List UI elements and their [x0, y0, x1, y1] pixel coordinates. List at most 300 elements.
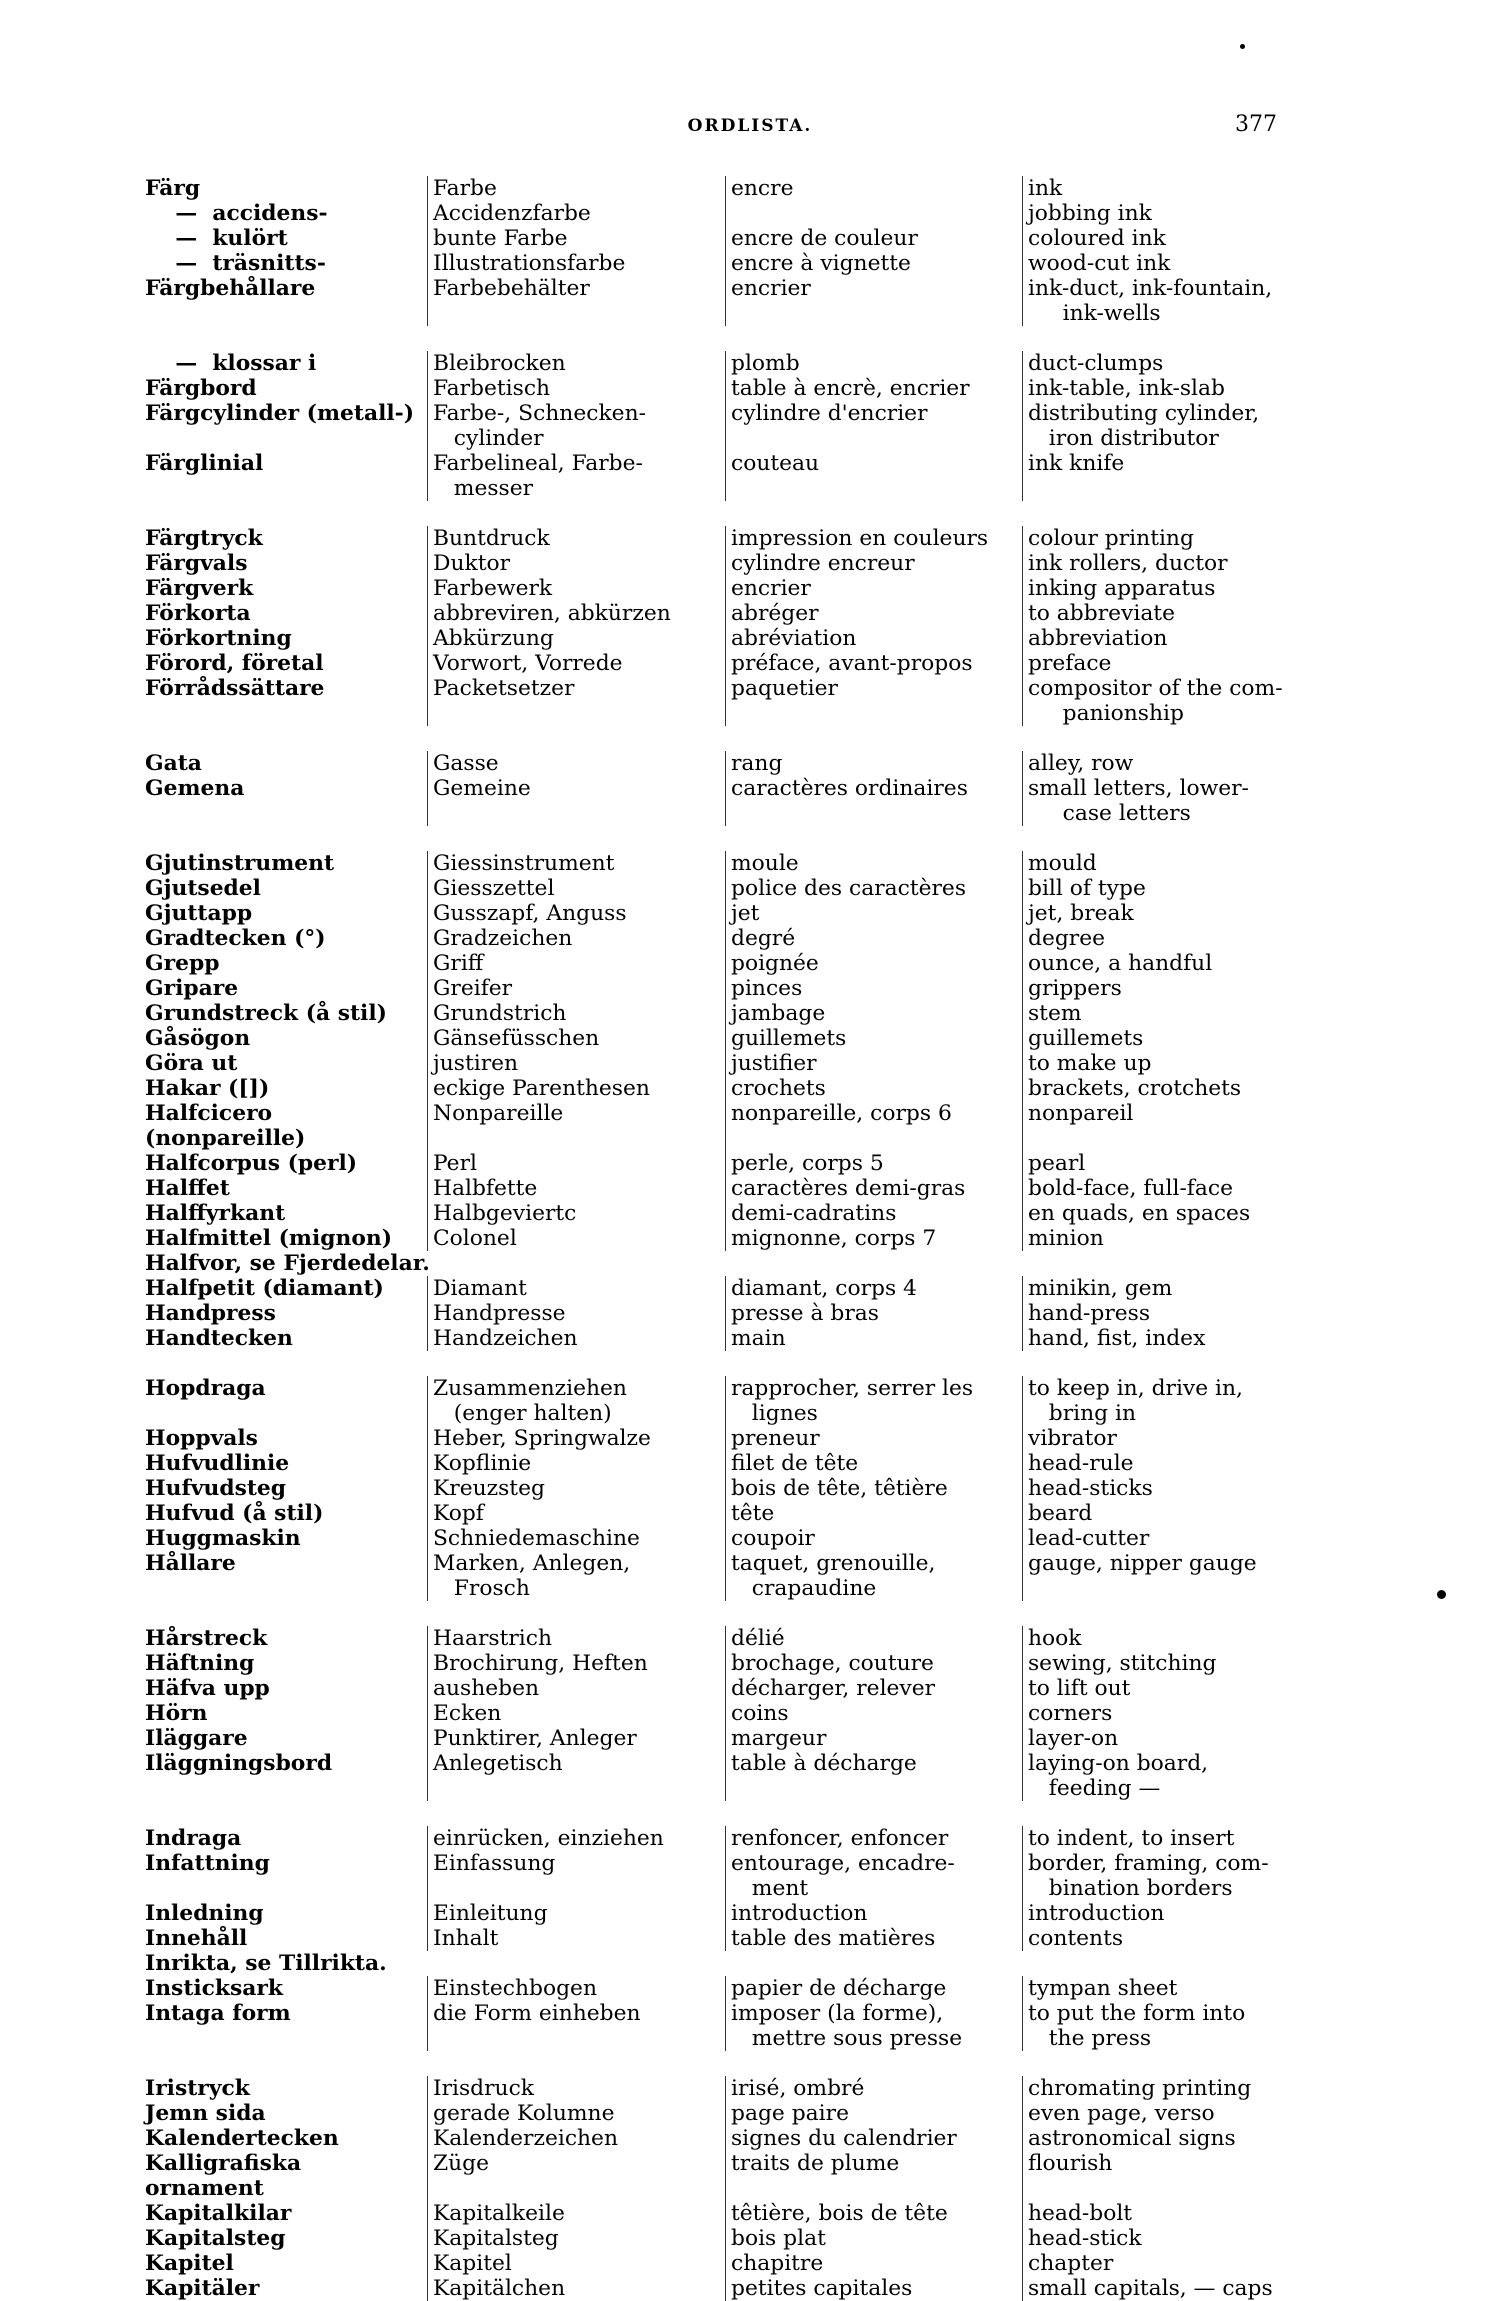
english-term: guillemets — [1022, 1026, 1318, 1051]
english-term: to lift out — [1022, 1676, 1318, 1701]
swedish-term: Gåsögon — [145, 1026, 251, 1051]
german-term: Halbfette — [427, 1176, 725, 1201]
swedish-term: Färg — [145, 176, 201, 201]
german-term: Ecken — [427, 1701, 725, 1726]
french-term: jet — [725, 901, 1022, 926]
english-term: hand-press — [1022, 1301, 1318, 1326]
swedish-term: Kalligrafiska ornament — [145, 2151, 309, 2201]
french-term: moule — [725, 851, 1022, 876]
german-term: Kreuzsteg — [427, 1476, 725, 1501]
french-term: plomb — [725, 351, 1022, 376]
german-term: Greifer — [427, 976, 725, 1001]
swedish-term: Hopdraga — [145, 1376, 266, 1401]
french-term: abréviation — [725, 626, 1022, 651]
swedish-term: Hållare — [145, 1551, 236, 1576]
french-term: filet de tête — [725, 1451, 1022, 1476]
german-term: Illustrationsfarbe — [427, 251, 725, 276]
french-term: impression en couleurs — [725, 526, 1022, 551]
french-term: signes du calendrier — [725, 2126, 1022, 2151]
english-term: head-stick — [1022, 2226, 1318, 2251]
glossary-row — [145, 1676, 1325, 1701]
german-term: Marken, Anlegen, Frosch — [427, 1551, 725, 1601]
french-term: perle, corps 5 — [725, 1151, 1022, 1176]
french-term: bois de tête, têtière — [725, 1476, 1022, 1501]
german-term: Farbetisch — [427, 376, 725, 401]
german-term: Punktirer, Anleger — [427, 1726, 725, 1751]
german-term: Kapitälchen — [427, 2276, 725, 2301]
english-term: ink rollers, ductor — [1022, 551, 1318, 576]
glossary-row — [145, 1376, 1325, 1426]
english-term: en quads, en spaces — [1022, 1201, 1318, 1226]
swedish-term: Halfcicero (nonpareille) — [145, 1101, 306, 1151]
glossary-row — [145, 2276, 1325, 2301]
german-term: abbreviren, abkürzen — [427, 601, 725, 626]
glossary-row — [145, 1301, 1325, 1326]
english-term: abbreviation — [1022, 626, 1318, 651]
glossary-row — [145, 1826, 1325, 1851]
english-term: stem — [1022, 1001, 1318, 1026]
glossary-row — [145, 926, 1325, 951]
swedish-term: Kalendertecken — [145, 2126, 339, 2151]
glossary-row — [145, 2226, 1325, 2251]
german-term: gerade Kolumne — [427, 2101, 725, 2126]
french-term: traits de plume — [725, 2151, 1022, 2201]
english-term: to abbreviate — [1022, 601, 1318, 626]
german-term: Farbebehälter — [427, 276, 725, 326]
glossary-row — [145, 676, 1325, 726]
glossary-row — [145, 251, 1325, 276]
swedish-term: Kapitel — [145, 2251, 234, 2276]
swedish-term: Iläggningsbord — [145, 1751, 333, 1776]
swedish-term: Gjutinstrument — [145, 851, 335, 876]
glossary-row — [145, 1926, 1325, 1951]
swedish-term: Infattning — [145, 1851, 270, 1876]
cross-reference: Halfvor, se Fjerdedelar. — [145, 1251, 430, 1276]
french-term: abréger — [725, 601, 1022, 626]
german-term: Brochirung, Heften — [427, 1651, 725, 1676]
english-term: ink-duct, ink-fountain, ink-wells — [1022, 276, 1318, 326]
swedish-term: Hufvudsteg — [145, 1476, 287, 1501]
german-term: Griff — [427, 951, 725, 976]
glossary-row — [145, 1426, 1325, 1451]
german-term: Perl — [427, 1151, 725, 1176]
german-term: Anlegetisch — [427, 1751, 725, 1801]
swedish-term: Gemena — [145, 776, 245, 801]
german-term: Farbelineal, Farbe- messer — [427, 451, 725, 501]
german-term: Halbgeviertc — [427, 1201, 725, 1226]
glossary-row — [145, 2201, 1325, 2226]
english-term: contents — [1022, 1926, 1318, 1951]
french-term: presse à bras — [725, 1301, 1022, 1326]
swedish-term: — accidens- — [145, 201, 328, 226]
german-term: Schniedemaschine — [427, 1526, 725, 1551]
swedish-term: Hufvudlinie — [145, 1451, 290, 1476]
glossary-row — [145, 1176, 1325, 1201]
french-term: police des caractères — [725, 876, 1022, 901]
english-term: degree — [1022, 926, 1318, 951]
swedish-term: Gjuttapp — [145, 901, 253, 926]
glossary-row — [145, 976, 1325, 1001]
swedish-term: Indraga — [145, 1826, 242, 1851]
german-term: Accidenzfarbe — [427, 201, 725, 226]
french-term: imposer (la forme), mettre sous presse — [725, 2001, 1022, 2051]
english-term: ounce, a handful — [1022, 951, 1318, 976]
swedish-term: Gripare — [145, 976, 239, 1001]
glossary-row — [145, 1276, 1325, 1301]
swedish-term: Färgverk — [145, 576, 254, 601]
swedish-term: Halfpetit (diamant) — [145, 1276, 384, 1301]
english-term: flourish — [1022, 2151, 1318, 2201]
english-term: duct-clumps — [1022, 351, 1318, 376]
glossary-row — [145, 1151, 1325, 1176]
french-term: cylindre d'encrier — [725, 401, 1022, 451]
swedish-term: Gjutsedel — [145, 876, 261, 901]
swedish-term: Insticksark — [145, 1976, 284, 2001]
glossary-row — [145, 776, 1325, 826]
english-term: ink — [1022, 176, 1318, 201]
german-term: Gusszapf, Anguss — [427, 901, 725, 926]
english-term: wood-cut ink — [1022, 251, 1318, 276]
french-term: taquet, grenouille, crapaudine — [725, 1551, 1022, 1601]
german-term: justiren — [427, 1051, 725, 1076]
english-term: ink-table, ink-slab — [1022, 376, 1318, 401]
german-term: Duktor — [427, 551, 725, 576]
english-term: even page, verso — [1022, 2101, 1318, 2126]
glossary-row — [145, 1751, 1325, 1801]
german-term: Grundstrich — [427, 1001, 725, 1026]
german-term: eckige Parenthesen — [427, 1076, 725, 1101]
english-term: chapter — [1022, 2251, 1318, 2276]
french-term: main — [725, 1326, 1022, 1351]
english-term: grippers — [1022, 976, 1318, 1001]
english-term: ink knife — [1022, 451, 1318, 501]
cross-reference: Inrikta, se Tillrikta. — [145, 1951, 387, 1976]
french-term: poignée — [725, 951, 1022, 976]
swedish-term: Huggmaskin — [145, 1526, 301, 1551]
english-term: minikin, gem — [1022, 1276, 1318, 1301]
french-term: encre à vignette — [725, 251, 1022, 276]
glossary-row — [145, 1701, 1325, 1726]
english-term: introduction — [1022, 1901, 1318, 1926]
glossary-row — [145, 1251, 1325, 1276]
german-term: Einstechbogen — [427, 1976, 725, 2001]
french-term: cylindre encreur — [725, 551, 1022, 576]
french-term: caractères ordinaires — [725, 776, 1022, 826]
english-term: sewing, stitching — [1022, 1651, 1318, 1676]
english-term: head-sticks — [1022, 1476, 1318, 1501]
swedish-term: Halffet — [145, 1176, 230, 1201]
french-term: coupoir — [725, 1526, 1022, 1551]
german-term: Farbe — [427, 176, 725, 201]
glossary-row — [145, 1551, 1325, 1601]
glossary-row — [145, 1201, 1325, 1226]
swedish-term: Häftning — [145, 1651, 255, 1676]
swedish-term: Kapitalkilar — [145, 2201, 292, 2226]
english-term: to keep in, drive in, bring in — [1022, 1376, 1318, 1426]
english-term: head-bolt — [1022, 2201, 1318, 2226]
french-term: renfoncer, enfoncer — [725, 1826, 1022, 1851]
english-term: compositor of the com- panionship — [1022, 676, 1318, 726]
english-term: hand, fist, index — [1022, 1326, 1318, 1351]
glossary-row — [145, 176, 1325, 201]
glossary-row — [145, 1326, 1325, 1351]
english-term: astronomical signs — [1022, 2126, 1318, 2151]
french-term: entourage, encadre- ment — [725, 1851, 1022, 1901]
swedish-term: Färglinial — [145, 451, 264, 476]
english-term: border, framing, com- bination borders — [1022, 1851, 1318, 1901]
german-term: Gänsefüsschen — [427, 1026, 725, 1051]
english-term: lead-cutter — [1022, 1526, 1318, 1551]
german-term: Zusammenziehen (enger halten) — [427, 1376, 725, 1426]
glossary-row — [145, 2126, 1325, 2151]
french-term: guillemets — [725, 1026, 1022, 1051]
glossary-row — [145, 401, 1325, 451]
glossary-row — [145, 576, 1325, 601]
english-term: vibrator — [1022, 1426, 1318, 1451]
english-term: coloured ink — [1022, 226, 1318, 251]
french-term: coins — [725, 1701, 1022, 1726]
french-term: décharger, relever — [725, 1676, 1022, 1701]
swedish-term: Inledning — [145, 1901, 264, 1926]
swedish-term: Förord, företal — [145, 651, 324, 676]
german-term: Bleibrocken — [427, 351, 725, 376]
german-term: Gasse — [427, 751, 725, 776]
german-term: die Form einheben — [427, 2001, 725, 2051]
german-term: Kapitalkeile — [427, 2201, 725, 2226]
english-term: preface — [1022, 651, 1318, 676]
glossary-row — [145, 901, 1325, 926]
german-term: Giesszettel — [427, 876, 725, 901]
glossary-row — [145, 351, 1325, 376]
english-term: inking apparatus — [1022, 576, 1318, 601]
german-term: Irisdruck — [427, 2076, 725, 2101]
german-term: Abkürzung — [427, 626, 725, 651]
french-term: table à décharge — [725, 1751, 1022, 1801]
french-term: papier de décharge — [725, 1976, 1022, 2001]
glossary-row — [145, 451, 1325, 501]
page-title: ORDLISTA. — [687, 116, 813, 136]
german-term: Gradzeichen — [427, 926, 725, 951]
french-term: preneur — [725, 1426, 1022, 1451]
german-term: Handpresse — [427, 1301, 725, 1326]
french-term: justifier — [725, 1051, 1022, 1076]
swedish-term: Förrådssättare — [145, 676, 325, 701]
german-term: Einfassung — [427, 1851, 725, 1901]
glossary-row — [145, 2076, 1325, 2101]
swedish-term: Iläggare — [145, 1726, 248, 1751]
english-term: hook — [1022, 1626, 1318, 1651]
glossary-row — [145, 1526, 1325, 1551]
french-term: préface, avant-propos — [725, 651, 1022, 676]
swedish-term: Förkortning — [145, 626, 292, 651]
glossary-table — [145, 176, 1325, 2301]
german-term: ausheben — [427, 1676, 725, 1701]
english-term: brackets, crotchets — [1022, 1076, 1318, 1101]
english-term: to make up — [1022, 1051, 1318, 1076]
german-term: Einleitung — [427, 1901, 725, 1926]
glossary-row — [145, 1501, 1325, 1526]
english-term: laying-on board, feeding — — [1022, 1751, 1318, 1801]
english-term: layer-on — [1022, 1726, 1318, 1751]
swedish-term: Färgbord — [145, 376, 257, 401]
english-term: gauge, nipper gauge — [1022, 1551, 1318, 1601]
french-term: introduction — [725, 1901, 1022, 1926]
glossary-row — [145, 1976, 1325, 2001]
swedish-term: Iristryck — [145, 2076, 250, 2101]
swedish-term: Handpress — [145, 1301, 276, 1326]
stray-mark — [1240, 44, 1245, 49]
german-term: Züge — [427, 2151, 725, 2201]
glossary-row — [145, 1226, 1325, 1251]
german-term: Buntdruck — [427, 526, 725, 551]
german-term: Gemeine — [427, 776, 725, 826]
glossary-row — [145, 276, 1325, 326]
german-term: Haarstrich — [427, 1626, 725, 1651]
page-number: 377 — [1235, 112, 1277, 137]
english-term: mould — [1022, 851, 1318, 876]
german-term: Kapitalsteg — [427, 2226, 725, 2251]
english-term: bold-face, full-face — [1022, 1176, 1318, 1201]
swedish-term: Färgcylinder (metall-) — [145, 401, 415, 426]
swedish-term: Förkorta — [145, 601, 251, 626]
french-term: paquetier — [725, 676, 1022, 726]
swedish-term: Färgbehållare — [145, 276, 316, 301]
swedish-term: Färgtryck — [145, 526, 263, 551]
german-term: Nonpareille — [427, 1101, 725, 1151]
swedish-term: Färgvals — [145, 551, 248, 576]
french-term: têtière, bois de tête — [725, 2201, 1022, 2226]
glossary-row — [145, 1651, 1325, 1676]
german-term: Inhalt — [427, 1926, 725, 1951]
swedish-term: Grundstreck (å stil) — [145, 1001, 387, 1026]
german-term: Kopf — [427, 1501, 725, 1526]
swedish-term: Häfva upp — [145, 1676, 270, 1701]
english-term: to put the form into the press — [1022, 2001, 1318, 2051]
glossary-row — [145, 1101, 1325, 1151]
german-term: bunte Farbe — [427, 226, 725, 251]
glossary-row — [145, 551, 1325, 576]
german-term: Diamant — [427, 1276, 725, 1301]
glossary-row — [145, 1026, 1325, 1051]
glossary-row — [145, 1901, 1325, 1926]
french-term: couteau — [725, 451, 1022, 501]
english-term: jobbing ink — [1022, 201, 1318, 226]
swedish-term: Handtecken — [145, 1326, 293, 1351]
french-term: page paire — [725, 2101, 1022, 2126]
glossary-row — [145, 851, 1325, 876]
german-term: Heber, Springwalze — [427, 1426, 725, 1451]
french-term: brochage, couture — [725, 1651, 1022, 1676]
stray-mark — [1437, 1590, 1446, 1599]
glossary-row — [145, 201, 1325, 226]
glossary-row — [145, 1951, 1325, 1976]
french-term: table des matières — [725, 1926, 1022, 1951]
english-term: beard — [1022, 1501, 1318, 1526]
swedish-term: Intaga form — [145, 2001, 291, 2026]
english-term: corners — [1022, 1701, 1318, 1726]
glossary-row — [145, 1851, 1325, 1901]
glossary-row — [145, 651, 1325, 676]
swedish-term: — kulört — [145, 226, 288, 251]
english-term: bill of type — [1022, 876, 1318, 901]
english-term: small letters, lower- case letters — [1022, 776, 1318, 826]
german-term: einrücken, einziehen — [427, 1826, 725, 1851]
german-term: Kapitel — [427, 2251, 725, 2276]
swedish-term: Göra ut — [145, 1051, 238, 1076]
glossary-row — [145, 1451, 1325, 1476]
french-term: tête — [725, 1501, 1022, 1526]
english-term: pearl — [1022, 1151, 1318, 1176]
english-term: head-rule — [1022, 1451, 1318, 1476]
swedish-term: — klossar i — [145, 351, 317, 376]
french-term: pinces — [725, 976, 1022, 1001]
french-term: demi-cadratins — [725, 1201, 1022, 1226]
english-term: alley, row — [1022, 751, 1318, 776]
swedish-term: Halffyrkant — [145, 1201, 286, 1226]
glossary-row — [145, 751, 1325, 776]
swedish-term: Kapitäler — [145, 2276, 260, 2301]
french-term: chapitre — [725, 2251, 1022, 2276]
french-term: délié — [725, 1626, 1022, 1651]
english-term: small capitals, — caps — [1022, 2276, 1318, 2301]
french-term: irisé, ombré — [725, 2076, 1022, 2101]
glossary-row — [145, 951, 1325, 976]
english-term: minion — [1022, 1226, 1318, 1251]
swedish-term: Hoppvals — [145, 1426, 258, 1451]
glossary-row — [145, 2101, 1325, 2126]
french-term: jambage — [725, 1001, 1022, 1026]
german-term: Packetsetzer — [427, 676, 725, 726]
french-term: rang — [725, 751, 1022, 776]
french-term: mignonne, corps 7 — [725, 1226, 1022, 1251]
french-term: degré — [725, 926, 1022, 951]
french-term: encrier — [725, 276, 1022, 326]
glossary-row — [145, 2251, 1325, 2276]
english-term: to indent, to insert — [1022, 1826, 1318, 1851]
english-term: distributing cylinder, iron distributor — [1022, 401, 1318, 451]
english-term: jet, break — [1022, 901, 1318, 926]
swedish-term: Grepp — [145, 951, 220, 976]
swedish-term: Jemn sida — [145, 2101, 266, 2126]
english-term: colour printing — [1022, 526, 1318, 551]
german-term: Vorwort, Vorrede — [427, 651, 725, 676]
glossary-row — [145, 1051, 1325, 1076]
swedish-term: Hörn — [145, 1701, 208, 1726]
glossary-row — [145, 1076, 1325, 1101]
german-term: Kalenderzeichen — [427, 2126, 725, 2151]
german-term: Handzeichen — [427, 1326, 725, 1351]
french-term: caractères demi-gras — [725, 1176, 1022, 1201]
french-term: margeur — [725, 1726, 1022, 1751]
glossary-row — [145, 226, 1325, 251]
glossary-row — [145, 1001, 1325, 1026]
swedish-term: Halfmittel (mignon) — [145, 1226, 393, 1251]
swedish-term: Hufvud (å stil) — [145, 1501, 324, 1526]
swedish-term: Hårstreck — [145, 1626, 268, 1651]
glossary-row — [145, 626, 1325, 651]
swedish-term: Gata — [145, 751, 202, 776]
french-term: petites capitales — [725, 2276, 1022, 2301]
glossary-row — [145, 1476, 1325, 1501]
french-term: encrier — [725, 576, 1022, 601]
french-term: table à encrè, encrier — [725, 376, 1022, 401]
glossary-row — [145, 876, 1325, 901]
german-term: Colonel — [427, 1226, 725, 1251]
swedish-term: — träsnitts- — [145, 251, 326, 276]
glossary-row — [145, 2001, 1325, 2051]
glossary-row — [145, 1626, 1325, 1651]
french-term — [725, 201, 1022, 226]
